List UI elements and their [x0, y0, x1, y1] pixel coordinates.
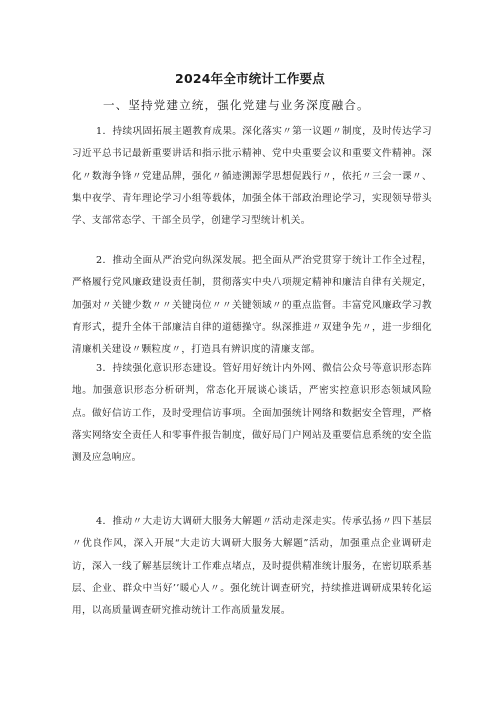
paragraph-3: 3．持续强化意识形态建设。管好用好统计内外网、微信公众号等意识形态阵地。加强意识形态分析研判，常态化开展谈心谈话，严密实控意识形态领域风险点。做好信访工作，及时受理信访事项。全面加强统计网络和数据安全管理，严格落实网络安全责任人和零事件报告制度，做好局门户网站及重要信息系统的安全监测及应急响应。 [72, 363, 432, 464]
paragraph-4: 4．推动〃大走访大调研大服务大解题〃活动走深走实。传承弘扬〃四下基层〃优良作风，深入开展“大走访大调研大服务大解题”活动，加强重点企业调研走访，深入一线了解基层统计工作难点堵点，及时提供精准统计服务，在密切联系基层、企业、群众中当好’’暖心人〃。强化统计调查研究，持续推进调研成果转化运用，以高质量调查研究推动统计工作高质量发展。 [72, 516, 432, 617]
section-heading: 一、坚持党建立统，强化党建与业务深度融合。 [103, 98, 370, 112]
document-title: 2024年全市统计工作要点 [175, 71, 325, 86]
paragraph-1: 1．持续巩固拓展主题教育成果。深化落实〃第一议题〃制度，及时传达学习习近平总书记最新重要讲话和指示批示精神、党中央重要会议和重要文件精神。深化〃数海争锋〃党建品牌，强化〃循迹溯源学思想促践行〃，依托〃三会一课〃、集中夜学、青年理论学习小组等载体，加强全体干部政治理论学习，实现领导带头学、支部常态学、干部全员学，创建学习型统计机关。 [72, 126, 432, 227]
paragraph-2: 2．推动全面从严治党向纵深发展。把全面从严治党贯穿于统计工作全过程，严格履行党风廉政建设责任制，贯彻落实中央八项规定精神和廉洁自律有关规定，加强对〃关键少数〃〃关键岗位〃〃关键领域〃的重点监督。丰富党风廉政学习教育形式，提升全体干部廉洁自律的道德操守。纵深推进〃双建争先〃，进一步细化清廉机关建设〃颗粒度〃，打造具有辨识度的清廉支部。 [72, 255, 432, 356]
